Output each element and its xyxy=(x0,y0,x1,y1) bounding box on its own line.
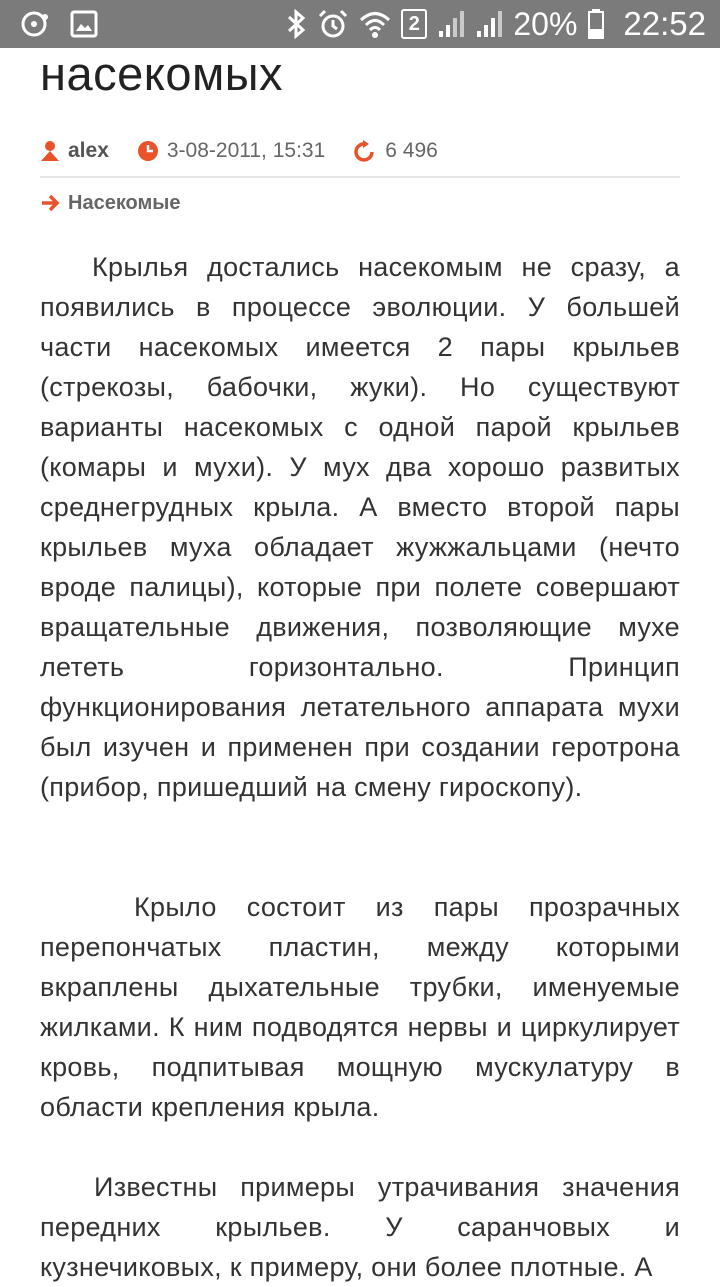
meta-divider xyxy=(40,176,680,178)
image-icon xyxy=(70,10,98,38)
article-paragraph-3: Известны примеры утрачивания значения передних крыльев. У саранчовых и кузнечиковых, к примеру, они более плотные. А xyxy=(40,1172,680,1282)
battery-icon xyxy=(587,8,605,40)
views-meta xyxy=(353,139,438,163)
author-name[interactable]: alex xyxy=(68,139,109,162)
bluetooth-icon xyxy=(285,8,307,40)
alarm-icon xyxy=(317,8,349,40)
article-paragraph-2: Крыло состоит из пары прозрачных перепончатых пластин, между которыми вкраплены дыхательные трубки, именуемые жилками. К ним подводятся нервы и циркулирует кровь, подпитывая мощную мускулатуру в области крепления крыла. xyxy=(40,892,680,1122)
arrow-right-icon xyxy=(40,193,60,213)
clock: 22:52 xyxy=(623,5,706,42)
sim-2-icon: 2 xyxy=(401,9,427,39)
wifi-icon xyxy=(359,9,391,39)
views-refresh-icon xyxy=(353,140,377,162)
view-count: 6 496 xyxy=(385,139,438,162)
article-title: насекомых xyxy=(40,47,284,100)
publish-date: 3-08-2011, 15:31 xyxy=(166,139,326,162)
status-bar xyxy=(0,0,720,48)
signal-icon-2 xyxy=(475,9,503,39)
author-meta[interactable] xyxy=(40,139,109,163)
battery-percent: 20% xyxy=(513,6,578,42)
clock-icon xyxy=(137,140,159,162)
category-row xyxy=(40,188,181,218)
signal-icon xyxy=(437,9,465,39)
category-link[interactable]: Насекомые xyxy=(68,191,181,214)
article-meta xyxy=(40,136,466,166)
article-paragraph-1: Крылья достались насекомым не сразу, а появились в процессе эволюции. У большей части насекомых имеется 2 пары крыльев (стрекозы, бабочки, жуки). Но существуют варианты насекомых с одной парой крыльев (комары и мухи). У мух два хорошо развитых среднегрудных крыла. А вместо второй пары крыльев муха обладает жужжальцами (нечто вроде палицы), которые при полете совершают вращательные движения, позволяющие мухе лететь горизонтально. Принцип функционирования летательного аппарата мухи был изучен и применен при создании геротрона (прибор, пришедший на смену гироскопу). xyxy=(40,252,680,802)
disc-icon xyxy=(20,9,50,39)
date-meta xyxy=(137,139,325,163)
user-icon xyxy=(40,140,60,162)
